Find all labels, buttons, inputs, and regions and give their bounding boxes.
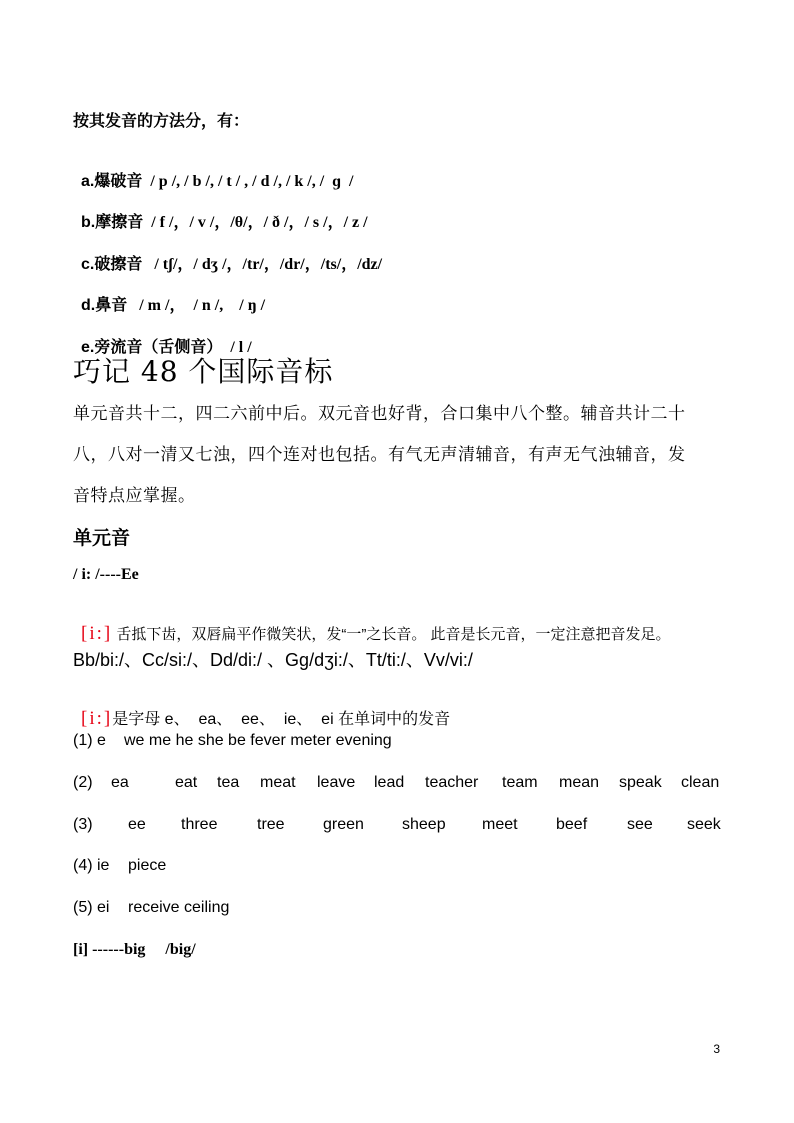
word: speak bbox=[619, 774, 662, 791]
mnemonic-line-3: 音特点应掌握。 bbox=[73, 486, 196, 506]
method-row-c bbox=[73, 233, 382, 274]
method-symbols: / p /, / b /, / t / , / d /, / k /, / ɡ / bbox=[142, 173, 354, 190]
word: green bbox=[323, 816, 364, 833]
phonetic-symbol: [i:] bbox=[81, 623, 113, 644]
method-symbols: / f /，/ v /，/θ/，/ ð /，/ s /，/ z / bbox=[143, 214, 368, 231]
method-row-d bbox=[73, 274, 265, 315]
row-label: (3) bbox=[73, 816, 93, 833]
word-list: receive ceiling bbox=[128, 899, 230, 916]
page-title: 巧记 48 个国际音标 bbox=[73, 355, 334, 388]
mnemonic-line-2: 八，八对一清又七浊，四个连对也包括。有气无声清辅音，有声无气浊辅音，发 bbox=[73, 445, 686, 465]
word: clean bbox=[681, 774, 720, 791]
method-heading: 按其发音的方法分，有： bbox=[73, 113, 250, 130]
method-symbols: / l / bbox=[222, 339, 252, 356]
row-label: (1) e bbox=[73, 732, 106, 749]
phonetic-symbol: [i:] bbox=[81, 708, 113, 729]
word: teacher bbox=[425, 774, 479, 791]
word: mean bbox=[559, 774, 600, 791]
word: eat bbox=[175, 774, 198, 791]
word: team bbox=[502, 774, 538, 791]
word: meet bbox=[482, 816, 518, 833]
phoneme-i-heading: [i] ------big /big/ bbox=[73, 941, 196, 958]
method-label: b.摩擦音 bbox=[81, 214, 144, 231]
word: ee bbox=[128, 816, 146, 833]
word: beef bbox=[556, 816, 588, 833]
method-label: c.破擦音 bbox=[81, 256, 143, 273]
word: three bbox=[181, 816, 218, 833]
method-symbols: / tʃ/，/ dʒ /，/tr/，/dr/，/ts/，/dz/ bbox=[142, 256, 383, 273]
row-label: (4) ie bbox=[73, 857, 110, 874]
word: meat bbox=[260, 774, 296, 791]
spelling-intro-text: 是字母 e、 ea、 ee、 ie、 ei 在单词中的发音 bbox=[112, 711, 451, 728]
page-number: 3 bbox=[713, 1042, 720, 1056]
word: piece bbox=[128, 857, 167, 874]
word: see bbox=[627, 816, 653, 833]
word: sheep bbox=[402, 816, 446, 833]
word: leave bbox=[317, 774, 356, 791]
letters-line: Bb/bi:/、Cc/si:/、Dd/di:/ 、Gg/dʒi:/、Tt/ti:/、Vv/vi:/ bbox=[73, 650, 473, 670]
word: tea bbox=[217, 774, 240, 791]
word: seek bbox=[687, 816, 721, 833]
ii-description-text: 舌抵下齿，双唇扁平作微笑状，发“一”之长音。 此音是长元音，一定注意把音发足。 bbox=[112, 626, 671, 643]
method-symbols: / m /， / n /, / ŋ / bbox=[127, 297, 266, 314]
word-list: we me he she be fever meter evening bbox=[124, 732, 392, 749]
method-row-b bbox=[73, 191, 368, 232]
method-row-a bbox=[73, 150, 353, 191]
row-label: (2) bbox=[73, 774, 93, 791]
method-label: d.鼻音 bbox=[81, 297, 128, 314]
row-label: (5) ei bbox=[73, 899, 110, 916]
ii-description bbox=[73, 605, 671, 645]
mnemonic-line-1: 单元音共十二，四二六前中后。双元音也好背，合口集中八个整。辅音共计二十 bbox=[73, 404, 686, 424]
word: ea bbox=[111, 774, 129, 791]
method-label: e.旁流音（舌侧音） bbox=[81, 339, 223, 356]
method-label: a.爆破音 bbox=[81, 173, 143, 190]
section-heading: 单元音 bbox=[73, 527, 131, 549]
word: tree bbox=[257, 816, 285, 833]
word: lead bbox=[374, 774, 405, 791]
spelling-intro bbox=[73, 688, 450, 730]
phoneme-ee-heading: / i: /----Ee bbox=[73, 566, 139, 583]
